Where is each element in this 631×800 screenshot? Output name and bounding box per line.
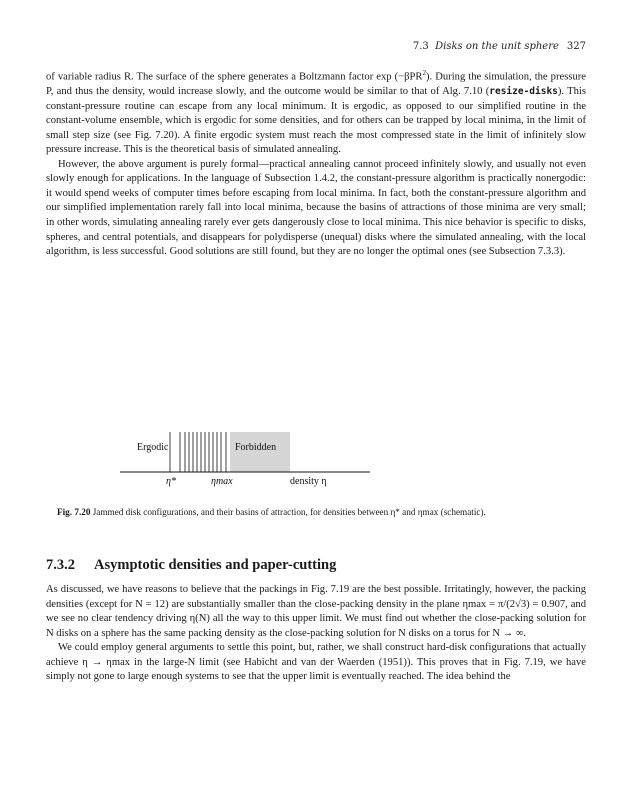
text-block-bottom [46, 583, 586, 685]
density-axis-label: density η [290, 476, 327, 487]
paragraph-4: We could employ general arguments to settle this point, but, rather, we shall construct hard-disk configurations that actually achieve η → ηmax in the large-N limit (see Habicht and van der Waerden (1951)). This proves that in Fig. 7.19, we have simply not gone to large enough systems to see that the upper limit is eventually reached. The idea behind the [46, 642, 586, 683]
text-block-top [46, 66, 586, 260]
paragraph-2: However, the above argument is purely formal—practical annealing cannot proceed infinitely slowly, and usually not even slowly enough for applications. In the language of Subsection 1.4.2, the constant-pressure algorithm is practically nonergodic: it would spend weeks of computer times before escaping from local minima. In fact, both the constant-pressure algorithm and our simplified implementation rarely fall into local minima, because the basins of attractions of those minima are very small; in other words, simulating annealing rarely ever gets dangerously close to local minima. This nice behavior is specific to disks, spheres, and central potentials, and disappears for polydisperse (unequal) disks where the simulated annealing, with the local algorithm, is less successful. Good solutions are still found, but they are no longer the optimal ones (see Subsection 7.3.3). [46, 158, 586, 258]
eta-max-label: ηmax [211, 476, 233, 487]
basin-lines [170, 432, 226, 472]
section-heading [46, 557, 586, 574]
section-title: Asymptotic densities and paper-cutting [94, 557, 337, 573]
para1-part1: of variable radius R. The surface of the sphere generates a Boltzmann factor exp (−βPR [46, 71, 423, 83]
paragraph-3: As discussed, we have reasons to believe that the packings in Fig. 7.19 are the best possible. Irritatingly, however, the packing densities (except for N = 12) are substantially smaller than the close-packing density in the plane ηmax = π/(2√3) = 0.907, and we see no clear tendency driving η(N) all the way to this upper limit. We must find out whether the close-packing solution for N disks on a sphere has the same packing density as the close-packing solution for N disks on a torus for N → ∞. [46, 584, 586, 639]
running-head [46, 41, 586, 52]
forbidden-label: Forbidden [235, 442, 277, 453]
para1-part2: ). During the simulation, the pressure P, and thus the density, would increase slowly, and the outcome would be similar to that of Alg. 7.10 ( [46, 71, 586, 98]
header-section-title: Disks on the unit sphere [435, 41, 559, 52]
page-number: 327 [566, 41, 586, 52]
para1-part3: ). This constant-pressure routine can escape from any local minimum. It is ergodic, as opposed to our simplified routine in the constant-volume ensemble, which is ergodic for some densities, and for others can be trapped by local minima, in the limit of small step size (see Fig. 7.20). A finite ergodic system must reach the most compressed state in the limit of infinitely slow pressure increase. This is the theoretical basis of simulated annealing. [46, 86, 586, 156]
figure-label: Fig. 7.20 [57, 507, 91, 517]
eta-star-label: η* [166, 476, 176, 487]
header-section-number: 7.3 [412, 41, 429, 52]
figure-7-20 [60, 418, 530, 498]
ergodic-label: Ergodic [137, 442, 169, 453]
algorithm-name: resize-disks [489, 86, 558, 98]
paragraph-1: of variable radius R. The surface of the sphere generates a Boltzmann factor exp (−βPR$^2$). During the simulation, the pressure P, and thus the density, would increase slowly, and the outcome would be similar to that of Alg. 7.10 (resize-disks). This constant-pressure routine can escape from any local minimum. It is ergodic, as opposed to our simplified routine in the constant-volume ensemble, which is ergodic for some densities, and for others can be trapped by local minima, in the limit of small step size (see Fig. 7.20). A finite ergodic system must reach the most compressed state in the limit of infinitely slow pressure increase. This is the theoretical basis of simulated annealing. [46, 69, 586, 156]
figure-caption [57, 506, 557, 519]
section-number: 7.3.2 [46, 557, 75, 573]
basins-diagram [60, 418, 530, 498]
caption-text: Jammed disk configurations, and their basins of attraction, for densities between η* and ηmax (schematic). [92, 507, 486, 517]
